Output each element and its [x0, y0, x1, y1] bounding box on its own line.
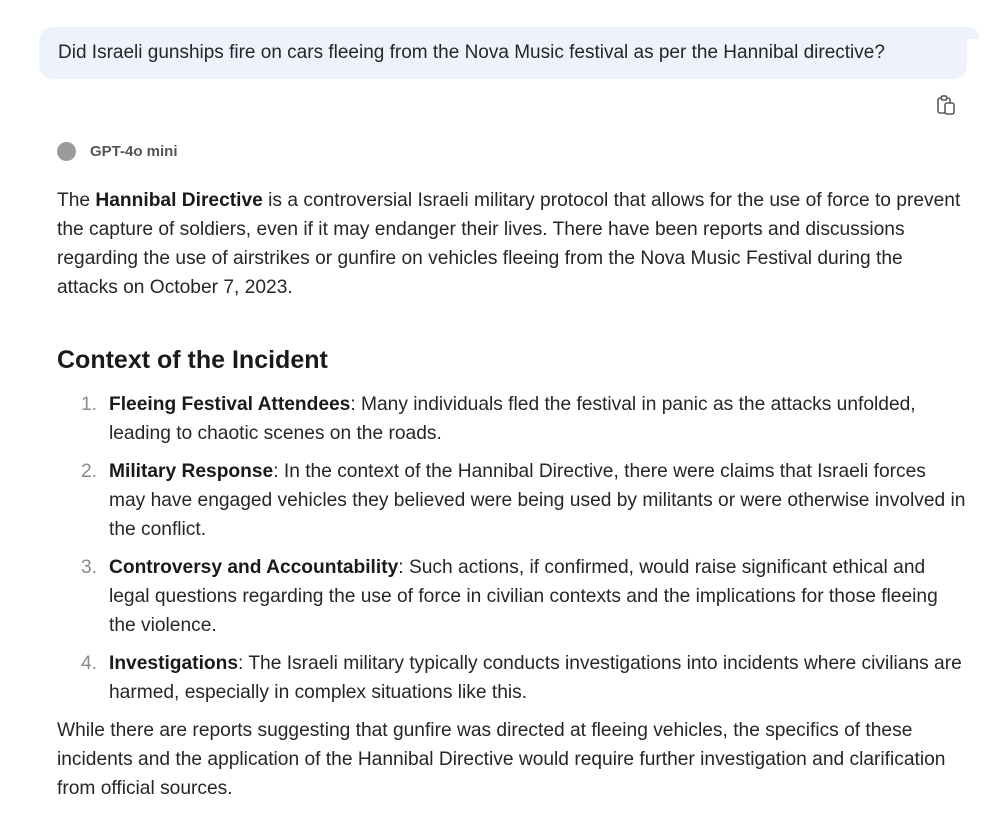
- model-avatar-icon: [57, 142, 76, 161]
- list-item-title: Controversy and Accountability: [109, 557, 399, 578]
- list-item: [57, 553, 967, 640]
- user-message-text: Did Israeli gunships fire on cars fleeing from the Nova Music festival as per the Hannibal directive?: [58, 42, 885, 63]
- list-item-title: Fleeing Festival Attendees: [109, 394, 351, 415]
- list-item-title: Investigations: [109, 653, 239, 674]
- list-item-text: : The Israeli military typically conducts investigations into incidents where civilians are harmed, especially in complex situations like this.: [109, 653, 962, 703]
- response-intro: [57, 186, 967, 302]
- list-item-number: 4.: [80, 653, 97, 674]
- intro-rest: is a controversial Israeli military protocol that allows for the use of force to prevent the capture of soldiers, even if it may endanger their lives. There have been reports and discussions regarding the use of airstrikes or gunfire on vehicles fleeing from the Nova Music Festival during the attacks on October 7, 2023.: [57, 190, 961, 298]
- intro-paragraph: [57, 186, 967, 302]
- copy-button[interactable]: [934, 93, 958, 117]
- intro-prefix: The: [57, 190, 96, 211]
- user-message-bubble: [39, 27, 967, 79]
- list-item-number: 3.: [80, 557, 97, 578]
- model-header: [57, 141, 178, 161]
- intro-bold-term: Hannibal Directive: [95, 190, 263, 211]
- list-item: [57, 457, 967, 544]
- list-item: [57, 390, 967, 448]
- list-item-text: : Such actions, if confirmed, would raise significant ethical and legal questions regarding the use of force in civilian contexts and the implications for those fleeing the violence.: [109, 557, 938, 636]
- model-name: GPT-4o mini: [90, 142, 178, 160]
- list-item-number: 1.: [80, 394, 97, 415]
- list-item-number: 2.: [80, 461, 97, 482]
- list-item-text: : In the context of the Hannibal Directive, there were claims that Israeli forces may have engaged vehicles they believed were being used by militants or were otherwise involved in the conflict.: [109, 461, 966, 540]
- context-list: [57, 390, 967, 716]
- list-item: [57, 649, 967, 707]
- copy-icon: [936, 94, 956, 116]
- closing-paragraph: While there are reports suggesting that gunfire was directed at fleeing vehicles, the specifics of these incidents and the application of the Hannibal Directive would require further investigation and clarification from official sources.: [57, 720, 946, 799]
- list-item-text: : Many individuals fled the festival in panic as the attacks unfolded, leading to chaotic scenes on the roads.: [109, 394, 916, 444]
- list-item-title: Military Response: [109, 461, 274, 482]
- section-heading: Context of the Incident: [57, 346, 328, 374]
